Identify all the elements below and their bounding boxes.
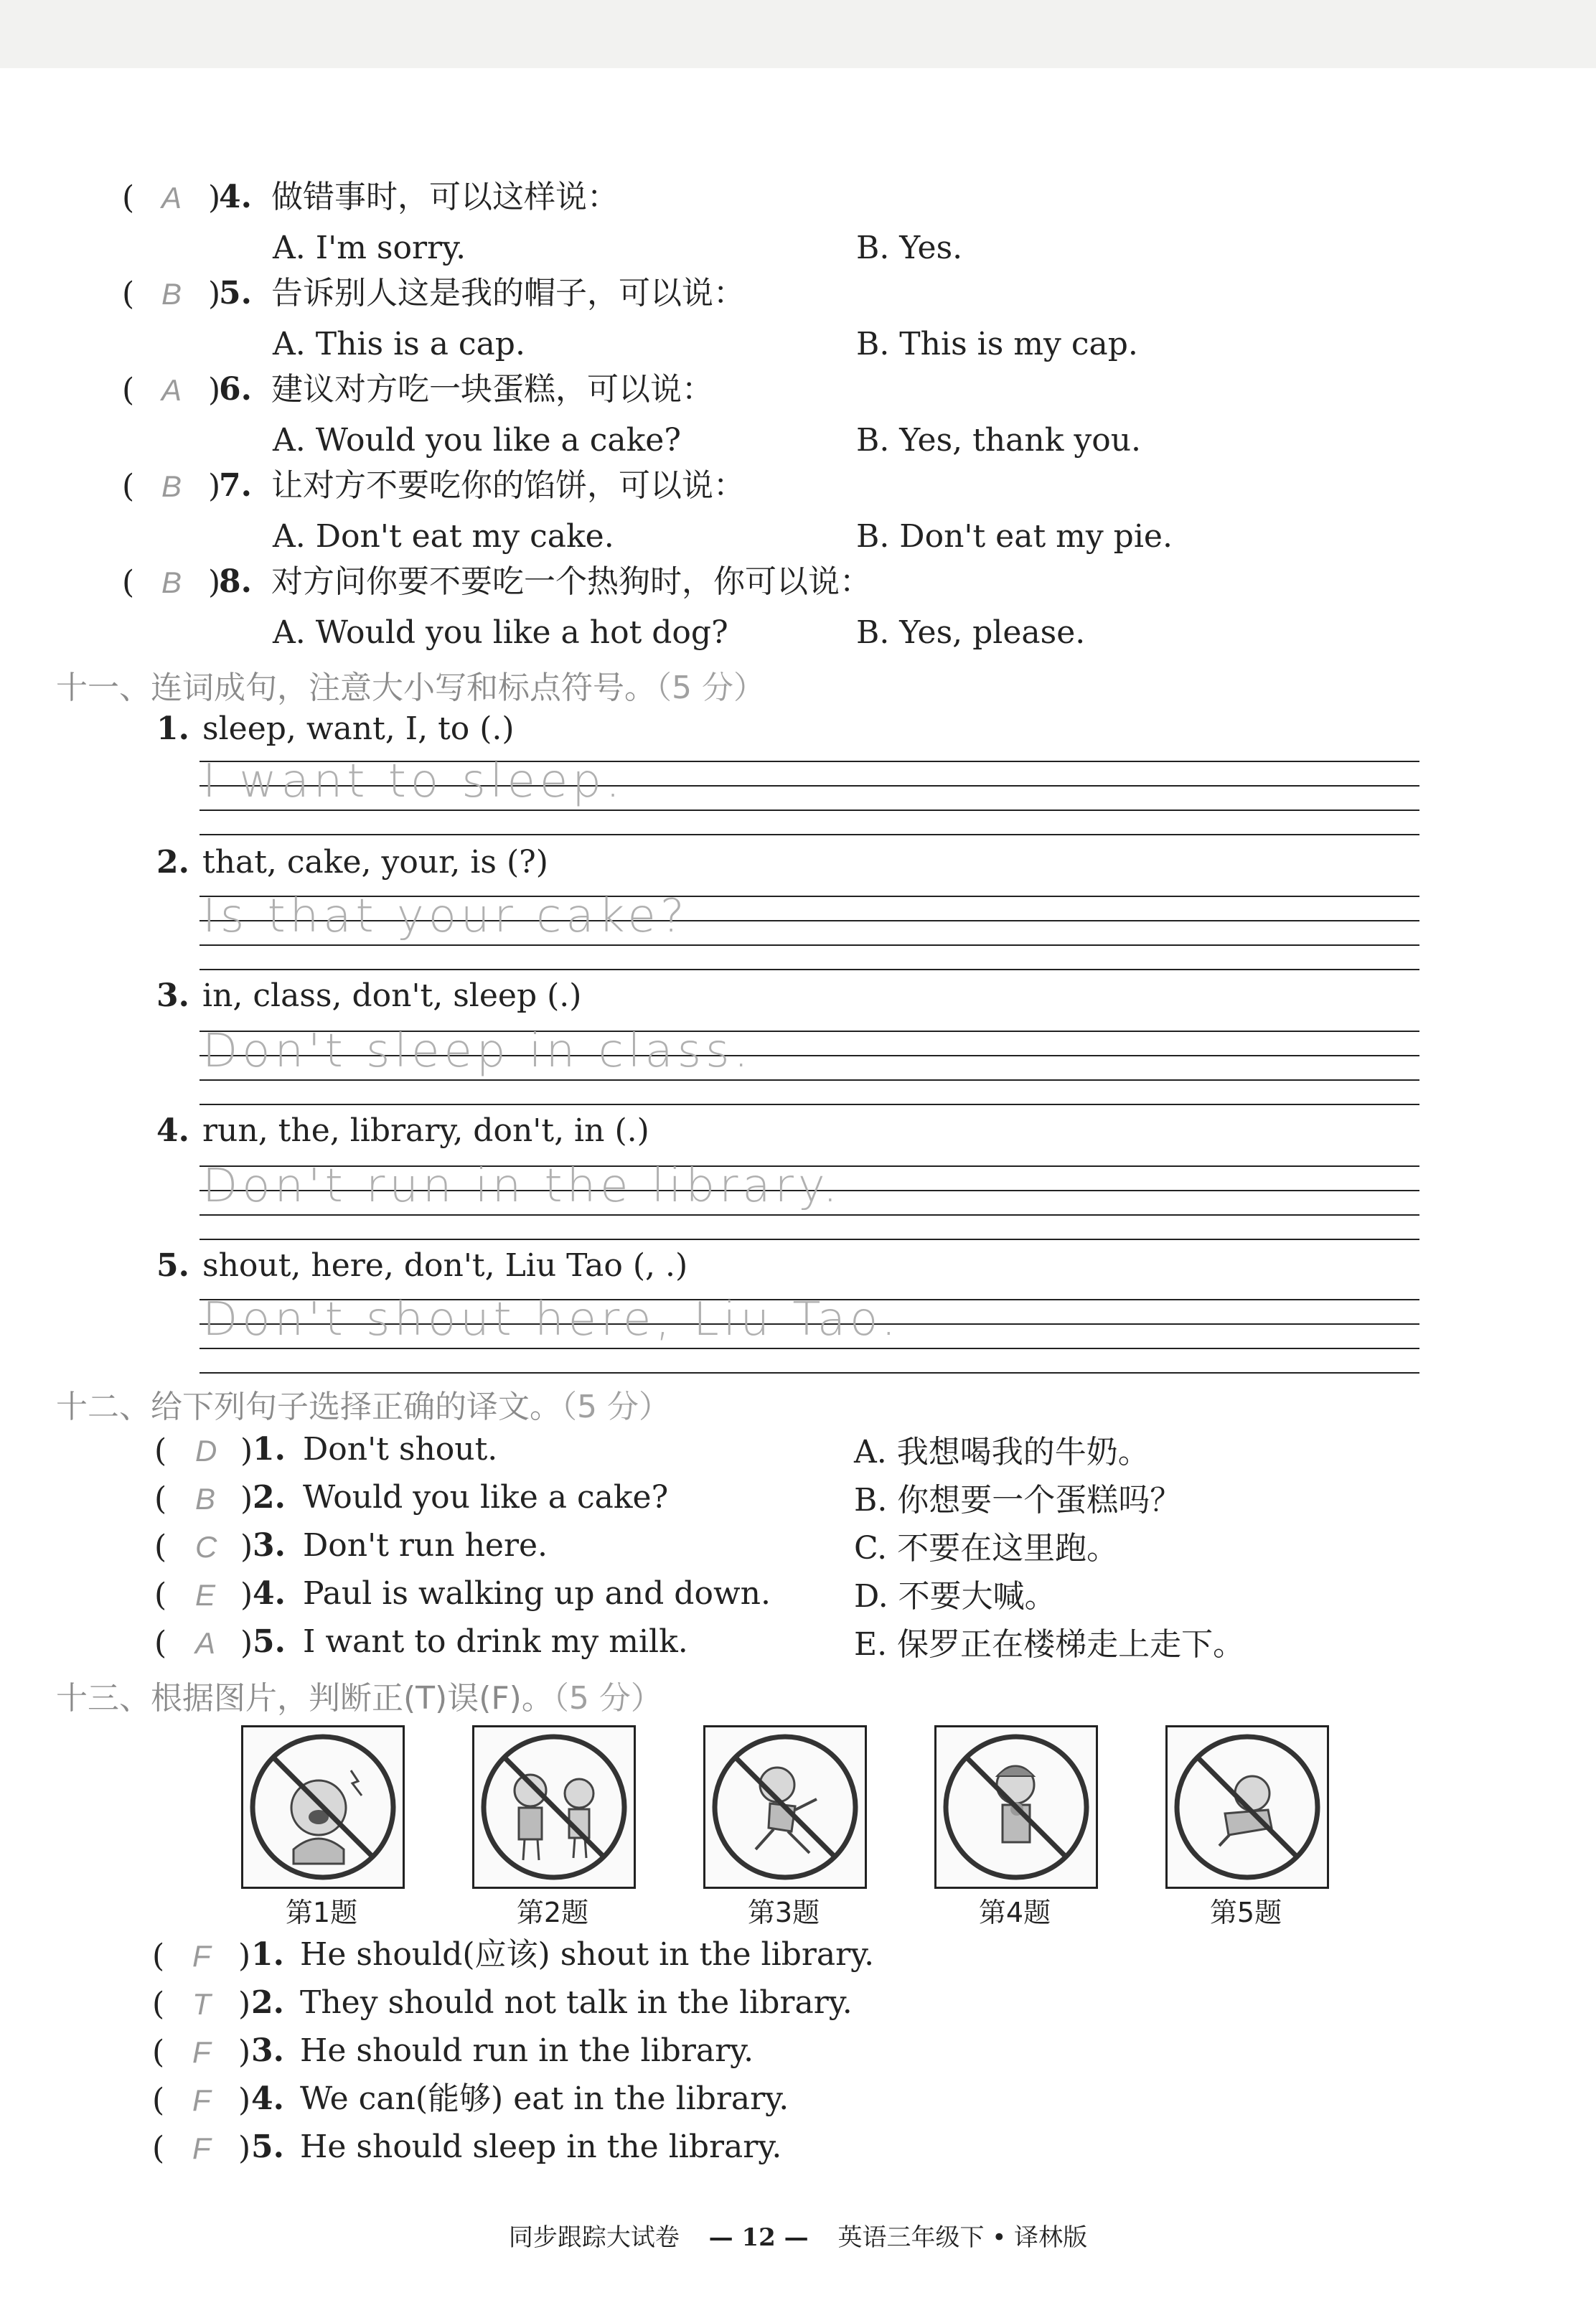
no-shouting-picture bbox=[241, 1725, 405, 1889]
no-talking-picture bbox=[472, 1725, 636, 1889]
answer-mark: C bbox=[195, 1530, 217, 1564]
no-running-picture bbox=[703, 1725, 867, 1889]
book-edition: 英语三年级下 • 译林版 bbox=[837, 2223, 1088, 2252]
answer-mark: B bbox=[161, 469, 182, 503]
picture-caption: 第2题 bbox=[516, 1897, 589, 1928]
handwritten-answer: Don't sleep in class. bbox=[202, 1025, 753, 1078]
exam-page: ( A ) 4. 做错事时，可以这样说： A. I'm sorry. B. Yes. ( B ) 5. 告诉别人这是我的帽子，可以说： A. This is a cap. B. This is my cap. ( A ) 6. 建议对方吃一块蛋糕，可以说： A. Would you like a cake? B. Yes, thank you. ( B ) 7. 让对方不要吃你的馅饼，可以说： A. Don't eat my cake. B. Don't eat my pie. ( B ) 8. 对方问你要不要吃一个热狗时，你可以说： A. Would you like a hot dog? B. Yes, please. 十一、连词成句，注意大小写和标点符号。（5 分） 1. sleep, want, I, to (.) I want to sleep. 2. that, cake, your, is (?) Is that your cake? 3. in, class, don't, sleep (.) Don't sleep in class. 4. run, the, library, don't, in (.) Don't run in the library. 5. shout, here, don't, Liu Tao (, .) Don't shout here, Liu Tao. 十二、给下列句子选择正确的译文。（5 分） ( D ) 1. Don't shout. A. 我想喝我的牛奶。 ( B ) 2. Would you like a cake? B. 你想要一个蛋糕吗？ ( C ) 3. Don't run here. C. 不要在这里跑。 ( E ) 4. Paul is walking up and down. D. 不要大喊。 ( A ) 5. I want to drink my milk. E. 保罗正在楼梯走上走下。 十三、根据图片，判断正(T)误(F)。（5 分） 第1题 第2题 第3题 第4题 第5题 ( F ) 1. He should(应该) shout in the library. ( T ) 2. They should not talk in the library. ( F ) 3. He should run in the library. ( F ) 4. We can(能够) eat in the library. ( F ) 5. He should sleep in the library. 同步跟踪大试卷 — 12 — 英语三年级下 • 译林版 bbox=[0, 0, 1596, 2318]
answer-mark: A bbox=[161, 181, 182, 215]
answer-mark: E bbox=[195, 1578, 216, 1612]
section-12-title: 十二、给下列句子选择正确的译文。（5 分） bbox=[56, 1389, 670, 1425]
answer-mark: D bbox=[195, 1434, 217, 1468]
book-title: 同步跟踪大试卷 bbox=[508, 2223, 680, 2252]
handwritten-answer: I want to sleep. bbox=[202, 755, 625, 808]
section-11-title: 十一、连词成句，注意大小写和标点符号。（5 分） bbox=[56, 670, 765, 706]
no-sleeping-picture bbox=[1165, 1725, 1329, 1889]
answer-mark: B bbox=[161, 277, 182, 311]
handwritten-answer: Don't shout here, Liu Tao. bbox=[202, 1293, 901, 1346]
section-13-title: 十三、根据图片，判断正(T)误(F)。（5 分） bbox=[56, 1680, 662, 1717]
scan-top-band bbox=[0, 0, 1596, 68]
answer-mark: A bbox=[161, 373, 182, 407]
answer-mark: B bbox=[195, 1482, 216, 1516]
picture-caption: 第5题 bbox=[1209, 1897, 1282, 1928]
no-eating-picture bbox=[934, 1725, 1098, 1889]
answer-mark: F bbox=[192, 2083, 211, 2117]
picture-caption: 第3题 bbox=[747, 1897, 820, 1928]
answer-mark: F bbox=[192, 2131, 211, 2165]
picture-caption: 第1题 bbox=[285, 1897, 358, 1928]
handwritten-answer: Don't run in the library. bbox=[202, 1160, 842, 1213]
answer-mark: T bbox=[192, 1987, 211, 2021]
page-footer bbox=[0, 2218, 1596, 2253]
answer-mark: B bbox=[161, 566, 182, 599]
answer-mark: F bbox=[192, 1939, 211, 1973]
page-number: — 12 — bbox=[708, 2223, 809, 2252]
answer-mark: A bbox=[195, 1626, 216, 1660]
handwritten-answer: Is that your cake? bbox=[202, 890, 689, 943]
answer-mark: F bbox=[192, 2035, 211, 2069]
picture-caption: 第4题 bbox=[978, 1897, 1051, 1928]
